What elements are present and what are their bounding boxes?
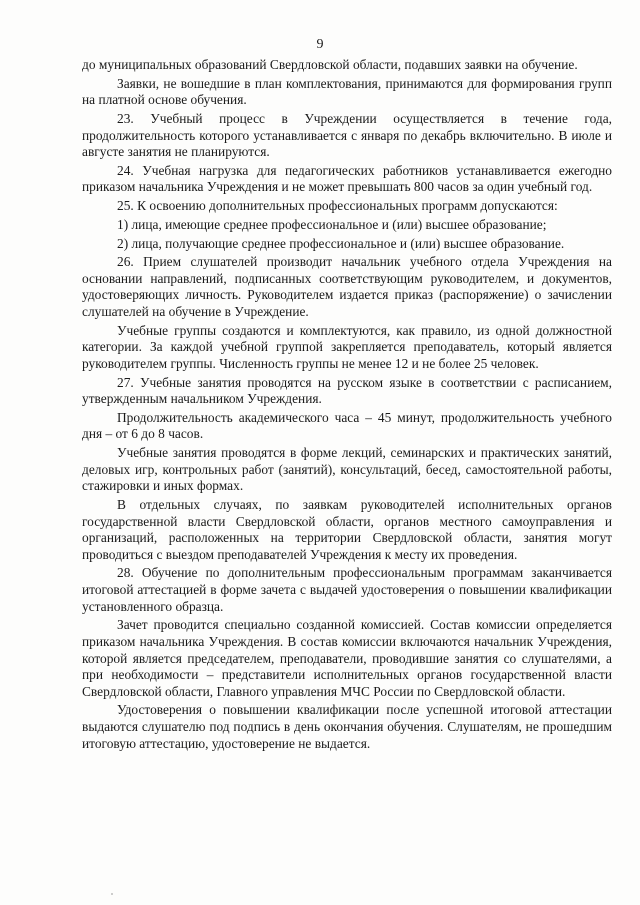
paragraph-28: 28. Обучение по дополнительным профессиональным программам заканчивается итоговой аттестацией в форме зачета с выдачей удостоверения о повышении квалификации установленного образца. [82, 565, 612, 614]
paragraph-24: 24. Учебная нагрузка для педагогических работников устанавливается ежегодно приказом начальника Учреждения и не может превышать 800 часов за один учебный год. [82, 162, 612, 195]
paragraph-25-item-1: 1) лица, имеющие среднее профессиональное и (или) высшее образование; [117, 216, 547, 232]
paragraph-field-classes: В отдельных случаях, по заявкам руководителей исполнительных органов государственной власти Свердловской области, органов местного самоуправления и организаций, расположенных на территории Свердловской области, занятия могут проводиться с выездом преподавателей Учреждения к месту их проведения. [82, 496, 612, 562]
scan-speck [111, 893, 113, 895]
paragraph-class-forms: Учебные занятия проводятся в форме лекций, семинарских и практических занятий, деловых игр, контрольных работ (занятий), консультаций, бесед, самостоятельной работы, стажировки и иных формах. [82, 445, 612, 494]
paragraph-paid-groups: Заявки, не вошедшие в план комплектования, принимаются для формирования групп на платной основе обучения. [82, 75, 612, 108]
paragraph-commission: Зачет проводится специально созданной комиссией. Состав комиссии определяется приказом начальника Учреждения. В состав комиссии включаются начальник Учреждения, которой является председателем, преподаватели, проводившие занятия со слушателями, а при необходимости – представители исполнительных органов государственной власти Свердловской области, Главного управления МЧС России по Свердловской области. [82, 617, 612, 699]
paragraph-continuation: до муниципальных образований Свердловской области, подавших заявки на обучение. [82, 57, 578, 72]
paragraph-25-item-2: 2) лица, получающие среднее профессиональное и (или) высшее образование. [117, 235, 565, 251]
paragraph-certificates: Удостоверения о повышении квалификации после успешной итоговой аттестации выдаются слушателю под подпись в день окончания обучения. Слушателям, не прошедшим итоговую аттестацию, удостоверение не выдается. [82, 702, 612, 751]
document-body [82, 57, 612, 754]
paragraph-25: 25. К освоению дополнительных профессиональных программ допускаются: [117, 198, 558, 214]
paragraph-23: 23. Учебный процесс в Учреждении осуществляется в течение года, продолжительность которого устанавливается с января по декабрь включительно. В июле и августе занятия не планируются. [82, 110, 612, 160]
paragraph-academic-hour: Продолжительность академического часа – 45 минут, продолжительность учебного дня – от 6 до 8 часов. [82, 409, 612, 442]
paragraph-study-groups: Учебные группы создаются и комплектуются, как правило, из одной должностной категории. За каждой учебной группой закрепляется преподаватель, который является руководителем группы. Численность группы не менее 12 и не более 25 человек. [82, 322, 612, 371]
paragraph-26: 26. Прием слушателей производит начальник учебного отдела Учреждения на основании направлений, подписанных соответствующим руководителем, и документов, удостоверяющих личность. Руководителем издается приказ (распоряжение) о зачислении слушателей на обучение в Учреждение. [82, 254, 612, 319]
page-number: 9 [316, 37, 324, 52]
paragraph-27: 27. Учебные занятия проводятся на русском языке в соответствии с расписанием, утвержденным начальником Учреждения. [82, 374, 612, 407]
